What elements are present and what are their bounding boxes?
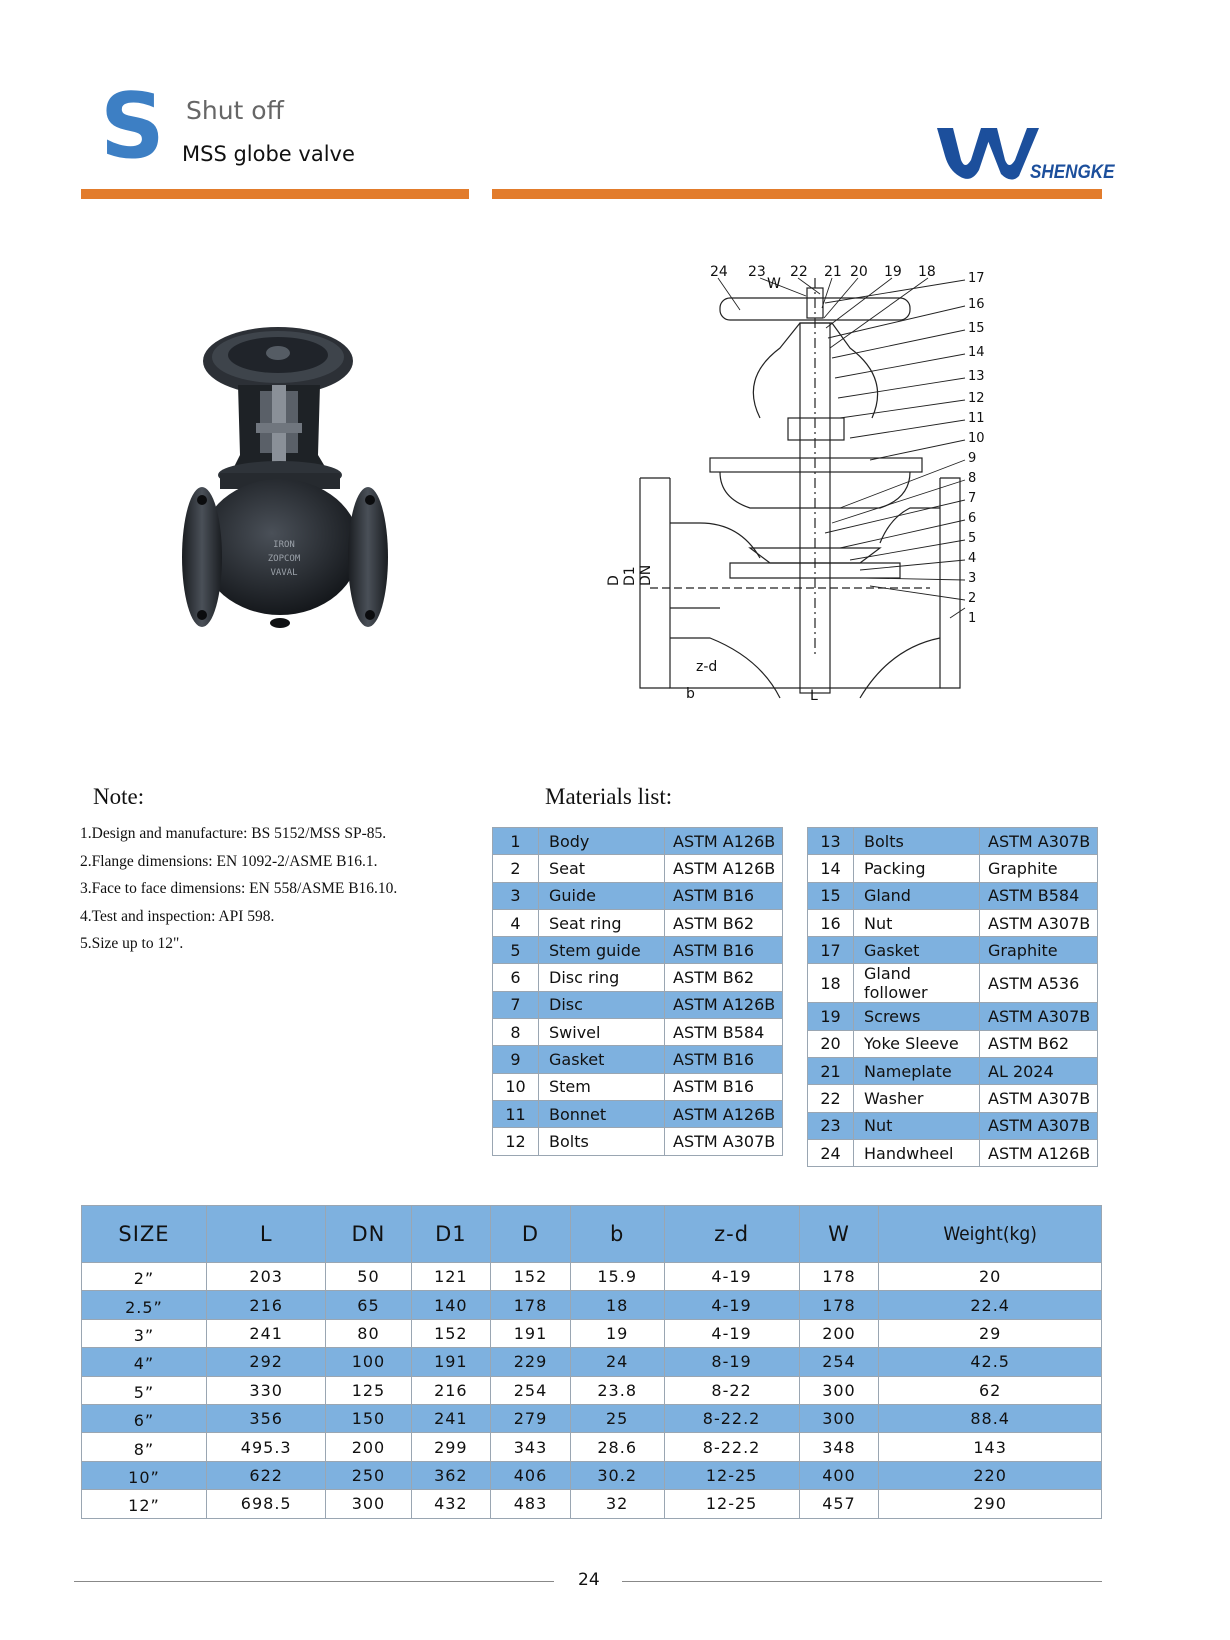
dims-cell: 100 — [326, 1348, 411, 1376]
material-number: 23 — [808, 1112, 854, 1139]
material-row — [808, 909, 1098, 936]
material-number: 19 — [808, 1003, 854, 1030]
material-spec: ASTM A126B — [980, 1139, 1098, 1166]
material-number: 5 — [493, 937, 539, 964]
callout-23: 23 — [748, 264, 766, 280]
material-row — [493, 1046, 783, 1073]
size-cell: 12” — [82, 1490, 207, 1518]
dims-cell: 290 — [879, 1490, 1102, 1518]
material-row — [493, 1019, 783, 1046]
material-spec: ASTM A307B — [980, 1003, 1098, 1030]
dims-cell: 140 — [411, 1291, 491, 1319]
material-part: Disc — [539, 991, 665, 1018]
material-number: 22 — [808, 1085, 854, 1112]
material-part: Body — [539, 828, 665, 855]
dims-cell: 4-19 — [664, 1263, 799, 1291]
dims-cell: 19 — [570, 1319, 664, 1347]
dims-cell: 152 — [491, 1263, 571, 1291]
dims-cell: 254 — [799, 1348, 879, 1376]
header-divider-left — [81, 189, 469, 199]
dims-cell: 229 — [491, 1348, 571, 1376]
material-spec: ASTM A307B — [980, 1112, 1098, 1139]
material-spec: ASTM B584 — [980, 882, 1098, 909]
dims-header-cell: W — [799, 1206, 879, 1263]
material-row — [493, 1128, 783, 1155]
dims-cell: 254 — [491, 1376, 571, 1404]
dims-cell: 8-22.2 — [664, 1433, 799, 1461]
material-row — [493, 909, 783, 936]
material-part: Packing — [854, 855, 980, 882]
dims-row — [82, 1404, 1102, 1432]
material-spec: ASTM A126B — [665, 1100, 783, 1127]
material-spec: ASTM A307B — [980, 1085, 1098, 1112]
material-number: 10 — [493, 1073, 539, 1100]
callout-17: 17 — [968, 271, 985, 286]
dims-cell: 622 — [206, 1461, 325, 1489]
material-spec: ASTM B16 — [665, 937, 783, 964]
dims-cell: 330 — [206, 1376, 325, 1404]
dims-cell: 362 — [411, 1461, 491, 1489]
material-part: Stem guide — [539, 937, 665, 964]
dims-cell: 28.6 — [570, 1433, 664, 1461]
material-row — [493, 855, 783, 882]
dims-cell: 356 — [206, 1404, 325, 1432]
material-number: 2 — [493, 855, 539, 882]
dims-cell: 121 — [411, 1263, 491, 1291]
material-number: 21 — [808, 1058, 854, 1085]
dims-cell: 300 — [326, 1490, 411, 1518]
material-row — [808, 1030, 1098, 1057]
dims-cell: 62 — [879, 1376, 1102, 1404]
dims-cell: 80 — [326, 1319, 411, 1347]
dims-cell: 343 — [491, 1433, 571, 1461]
material-number: 16 — [808, 909, 854, 936]
dims-cell: 483 — [491, 1490, 571, 1518]
note-item: 3.Face to face dimensions: EN 558/ASME B16.10. — [80, 880, 398, 897]
material-number: 6 — [493, 964, 539, 991]
dims-cell: 250 — [326, 1461, 411, 1489]
material-part: Swivel — [539, 1019, 665, 1046]
dims-cell: 22.4 — [879, 1291, 1102, 1319]
dims-row — [82, 1291, 1102, 1319]
material-part: Gasket — [854, 937, 980, 964]
material-row — [808, 964, 1098, 1003]
dims-cell: 88.4 — [879, 1404, 1102, 1432]
size-cell: 10” — [82, 1461, 207, 1489]
material-row — [808, 882, 1098, 909]
dims-header-cell: D1 — [411, 1206, 491, 1263]
notes-list — [80, 820, 397, 958]
dims-cell: 12-25 — [664, 1490, 799, 1518]
callout-w: W — [767, 276, 781, 292]
dims-cell: 32 — [570, 1490, 664, 1518]
material-part: Seat — [539, 855, 665, 882]
material-spec: ASTM A126B — [665, 828, 783, 855]
dims-cell: 348 — [799, 1433, 879, 1461]
dims-cell: 4-19 — [664, 1319, 799, 1347]
dims-cell: 698.5 — [206, 1490, 325, 1518]
dims-cell: 143 — [879, 1433, 1102, 1461]
material-spec: ASTM B62 — [665, 964, 783, 991]
material-part: Nut — [854, 909, 980, 936]
material-row — [808, 855, 1098, 882]
material-number: 11 — [493, 1100, 539, 1127]
callout-1: 1 — [968, 611, 977, 626]
dims-cell: 203 — [206, 1263, 325, 1291]
material-part: Seat ring — [539, 909, 665, 936]
material-spec: ASTM A126B — [665, 855, 783, 882]
material-spec: ASTM B62 — [980, 1030, 1098, 1057]
dims-cell: 216 — [206, 1291, 325, 1319]
callout-15: 15 — [968, 321, 985, 336]
callout-3: 3 — [968, 571, 977, 586]
material-part: Gland — [854, 882, 980, 909]
dims-cell: 125 — [326, 1376, 411, 1404]
cast-text-1: IRON — [273, 540, 295, 550]
material-part: Screws — [854, 1003, 980, 1030]
size-cell: 6” — [82, 1404, 207, 1432]
section-letter: S — [100, 74, 165, 179]
dims-cell: 18 — [570, 1291, 664, 1319]
size-cell: 3” — [82, 1319, 207, 1347]
dims-cell: 200 — [799, 1319, 879, 1347]
callout-18: 18 — [918, 264, 936, 280]
dims-cell: 15.9 — [570, 1263, 664, 1291]
valve-drawing — [606, 264, 1030, 708]
callout-7: 7 — [968, 491, 977, 506]
dims-cell: 178 — [491, 1291, 571, 1319]
material-part: Bolts — [539, 1128, 665, 1155]
material-spec: ASTM B16 — [665, 1046, 783, 1073]
dims-cell: 432 — [411, 1490, 491, 1518]
callout-16: 16 — [968, 297, 985, 312]
material-row — [493, 1100, 783, 1127]
note-item: 2.Flange dimensions: EN 1092-2/ASME B16.1. — [80, 852, 378, 870]
material-row — [493, 882, 783, 909]
dims-row — [82, 1461, 1102, 1489]
dims-header-cell: Weight(kg) — [879, 1206, 1102, 1263]
callout-10: 10 — [968, 431, 985, 446]
material-number: 15 — [808, 882, 854, 909]
dims-cell: 42.5 — [879, 1348, 1102, 1376]
callout-2: 2 — [968, 591, 977, 606]
material-spec: ASTM A536 — [980, 964, 1098, 1003]
material-part: Gland follower — [854, 964, 980, 1003]
section-subtitle: Shut off — [186, 96, 284, 125]
dims-cell: 495.3 — [206, 1433, 325, 1461]
dims-cell: 457 — [799, 1490, 879, 1518]
material-part: Washer — [854, 1085, 980, 1112]
header-divider-right — [492, 189, 1102, 199]
material-number: 7 — [493, 991, 539, 1018]
material-spec: Graphite — [980, 937, 1098, 964]
dim-label-b: b — [686, 686, 695, 702]
materials-title: Materials list: — [545, 784, 673, 809]
material-number: 1 — [493, 828, 539, 855]
dims-row — [82, 1263, 1102, 1291]
material-number: 12 — [493, 1128, 539, 1155]
note-item: 5.Size up to 12". — [80, 935, 184, 952]
dims-cell: 292 — [206, 1348, 325, 1376]
dims-header-cell: D — [491, 1206, 571, 1263]
material-part: Handwheel — [854, 1139, 980, 1166]
dims-cell: 216 — [411, 1376, 491, 1404]
dims-cell: 8-22 — [664, 1376, 799, 1404]
material-part: Gasket — [539, 1046, 665, 1073]
material-spec: ASTM B62 — [665, 909, 783, 936]
dimensions-table — [81, 1205, 1102, 1519]
page-number: 24 — [578, 1570, 600, 1590]
callout-21: 21 — [824, 264, 842, 280]
callout-8: 8 — [968, 471, 977, 486]
material-part: Guide — [539, 882, 665, 909]
dims-header-cell: DN — [326, 1206, 411, 1263]
material-spec: AL 2024 — [980, 1058, 1098, 1085]
dims-cell: 241 — [411, 1404, 491, 1432]
material-part: Disc ring — [539, 964, 665, 991]
material-spec: ASTM A126B — [665, 991, 783, 1018]
dims-cell: 241 — [206, 1319, 325, 1347]
callout-5: 5 — [968, 531, 977, 546]
material-part: Bonnet — [539, 1100, 665, 1127]
dims-cell: 299 — [411, 1433, 491, 1461]
material-spec: Graphite — [980, 855, 1098, 882]
dims-row — [82, 1490, 1102, 1518]
dims-cell: 178 — [799, 1263, 879, 1291]
dims-cell: 8-19 — [664, 1348, 799, 1376]
size-cell: 5” — [82, 1376, 207, 1404]
dims-row — [82, 1376, 1102, 1404]
material-spec: ASTM A307B — [980, 828, 1098, 855]
footer-rule-right — [622, 1581, 1102, 1582]
dims-cell: 178 — [799, 1291, 879, 1319]
material-number: 4 — [493, 909, 539, 936]
callout-24: 24 — [710, 264, 728, 280]
notes-title: Note: — [93, 784, 145, 809]
dims-row — [82, 1319, 1102, 1347]
material-number: 13 — [808, 828, 854, 855]
dims-header-cell: z-d — [664, 1206, 799, 1263]
brand-name: SHENGKE — [1030, 162, 1115, 183]
material-row — [808, 828, 1098, 855]
product-title: MSS globe valve — [182, 142, 355, 166]
material-row — [808, 1085, 1098, 1112]
material-row — [808, 1139, 1098, 1166]
dims-cell: 300 — [799, 1404, 879, 1432]
callout-11: 11 — [968, 411, 985, 426]
material-row — [493, 937, 783, 964]
size-cell: 8” — [82, 1433, 207, 1461]
material-row — [493, 964, 783, 991]
dims-cell: 4-19 — [664, 1291, 799, 1319]
material-number: 3 — [493, 882, 539, 909]
material-part: Bolts — [854, 828, 980, 855]
material-spec: ASTM B584 — [665, 1019, 783, 1046]
dims-header-cell: SIZE — [82, 1206, 207, 1263]
callout-19: 19 — [884, 264, 902, 280]
dim-label-d: D — [606, 575, 622, 586]
material-part: Nut — [854, 1112, 980, 1139]
cast-text-2: ZOPCOM — [267, 554, 301, 564]
material-part: Yoke Sleeve — [854, 1030, 980, 1057]
dims-header-row — [82, 1206, 1102, 1263]
material-row — [493, 991, 783, 1018]
dims-cell: 12-25 — [664, 1461, 799, 1489]
material-row — [808, 1058, 1098, 1085]
size-cell: 4” — [82, 1348, 207, 1376]
callout-13: 13 — [968, 369, 985, 384]
dim-label-d1: D1 — [622, 566, 638, 586]
valve-photo — [180, 325, 400, 645]
dims-cell: 191 — [491, 1319, 571, 1347]
material-number: 9 — [493, 1046, 539, 1073]
dims-cell: 300 — [799, 1376, 879, 1404]
dims-header-cell: b — [570, 1206, 664, 1263]
materials-table-left — [492, 827, 783, 1156]
material-spec: ASTM A307B — [665, 1128, 783, 1155]
material-number: 18 — [808, 964, 854, 1003]
callout-22: 22 — [790, 264, 808, 280]
material-part: Nameplate — [854, 1058, 980, 1085]
note-item: 1.Design and manufacture: BS 5152/MSS SP-85. — [80, 825, 387, 842]
material-row — [493, 828, 783, 855]
dims-cell: 50 — [326, 1263, 411, 1291]
callout-20: 20 — [850, 264, 868, 280]
note-item: 4.Test and inspection: API 598. — [80, 907, 275, 925]
dims-cell: 8-22.2 — [664, 1404, 799, 1432]
footer-rule-left — [74, 1581, 554, 1582]
size-cell: 2.5” — [82, 1291, 207, 1319]
callout-4: 4 — [968, 551, 977, 566]
dims-cell: 191 — [411, 1348, 491, 1376]
dims-cell: 279 — [491, 1404, 571, 1432]
material-spec: ASTM B16 — [665, 882, 783, 909]
material-row — [493, 1073, 783, 1100]
dims-cell: 152 — [411, 1319, 491, 1347]
dims-cell: 400 — [799, 1461, 879, 1489]
dims-cell: 20 — [879, 1263, 1102, 1291]
material-row — [808, 937, 1098, 964]
material-number: 8 — [493, 1019, 539, 1046]
dims-cell: 220 — [879, 1461, 1102, 1489]
dims-cell: 25 — [570, 1404, 664, 1432]
dims-cell: 23.8 — [570, 1376, 664, 1404]
material-part: Stem — [539, 1073, 665, 1100]
material-number: 24 — [808, 1139, 854, 1166]
material-spec: ASTM A307B — [980, 909, 1098, 936]
materials-table-right — [807, 827, 1098, 1167]
dim-label-l: L — [810, 688, 818, 704]
material-number: 17 — [808, 937, 854, 964]
dim-label-zd: z-d — [696, 659, 718, 675]
dims-cell: 65 — [326, 1291, 411, 1319]
dims-cell: 29 — [879, 1319, 1102, 1347]
dims-cell: 30.2 — [570, 1461, 664, 1489]
dims-cell: 406 — [491, 1461, 571, 1489]
callout-9: 9 — [968, 451, 977, 466]
callout-14: 14 — [968, 345, 985, 360]
material-row — [808, 1003, 1098, 1030]
material-number: 20 — [808, 1030, 854, 1057]
dims-cell: 24 — [570, 1348, 664, 1376]
material-spec: ASTM B16 — [665, 1073, 783, 1100]
material-number: 14 — [808, 855, 854, 882]
dim-label-dn: DN — [638, 564, 654, 586]
dims-header-cell: L — [206, 1206, 325, 1263]
cast-text-3: VAVAL — [270, 568, 298, 578]
callout-12: 12 — [968, 391, 985, 406]
dims-row — [82, 1433, 1102, 1461]
dims-cell: 150 — [326, 1404, 411, 1432]
callout-6: 6 — [968, 511, 977, 526]
dims-cell: 200 — [326, 1433, 411, 1461]
dims-row — [82, 1348, 1102, 1376]
material-row — [808, 1112, 1098, 1139]
size-cell: 2” — [82, 1263, 207, 1291]
